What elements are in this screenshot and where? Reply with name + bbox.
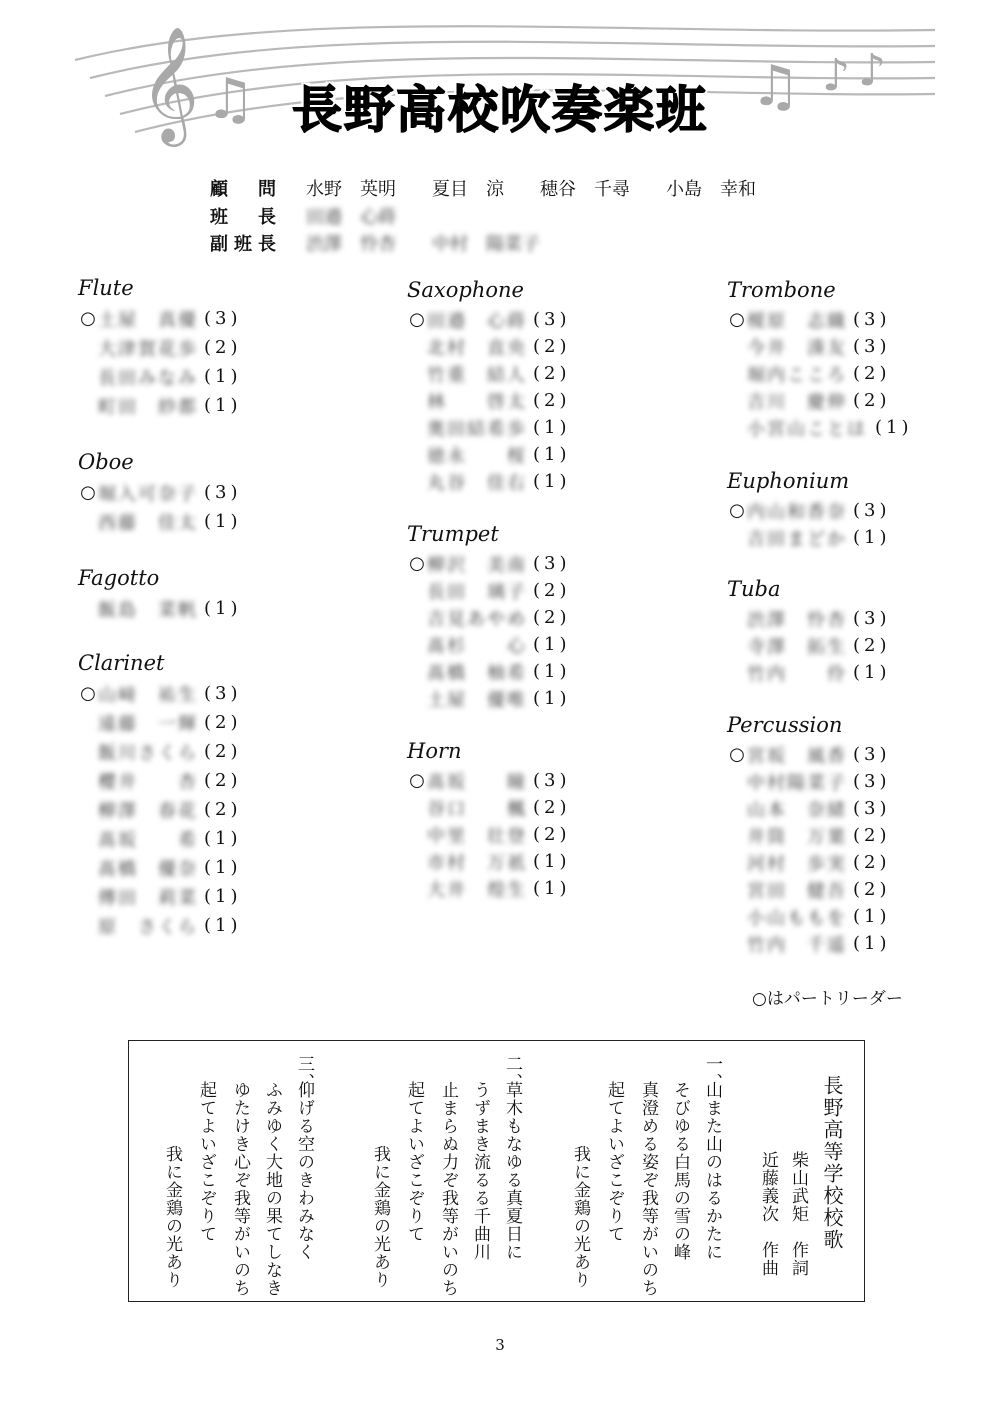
member-row (727, 387, 913, 414)
member-name: 土屋 真優 (98, 309, 198, 331)
verse-line: 草木もなゆる真夏日に (502, 1081, 522, 1261)
member-row (727, 306, 913, 333)
member-grade: (3) (533, 553, 571, 574)
member-row (78, 679, 242, 708)
member-row (407, 875, 571, 902)
verse-line: ゆたけき心ぞ我等がいのち (230, 1081, 250, 1297)
section-trombone (727, 276, 913, 441)
member-grade: (2) (533, 797, 571, 818)
member-grade: (3) (533, 309, 571, 330)
member-row (78, 911, 242, 940)
member-row (407, 550, 571, 577)
member-grade: (1) (853, 662, 891, 683)
member-grade: (3) (853, 309, 891, 330)
member-name: 山本 奈緒 (747, 799, 847, 821)
member-name: 市村 万祇 (427, 852, 527, 874)
section-flute (78, 274, 242, 420)
member-grade: (3) (204, 683, 242, 704)
verse-line: 真澄める姿ぞ我等がいのち (638, 1081, 658, 1297)
member-name: 髙杉 心 (427, 635, 527, 657)
member-grade: (2) (853, 852, 891, 873)
member-row (727, 497, 891, 524)
member-name: 徳永 桜 (427, 445, 527, 467)
member-row (727, 360, 913, 387)
staff-role: 副班長 (210, 234, 282, 255)
member-row (727, 822, 891, 849)
member-row (407, 658, 571, 685)
verse-line: ふみゆく大地の果てしなき (262, 1081, 282, 1297)
member-grade: (1) (204, 598, 242, 619)
verse-line: 起てよいざこぞりて (404, 1081, 424, 1243)
section-horn (407, 737, 571, 902)
member-name: 堀入可奈子 (98, 483, 198, 505)
verse-line: 山また山のはるかたに (702, 1081, 722, 1261)
member-name: 柳沢 美南 (427, 554, 527, 576)
staff-role: 顧 問 (210, 179, 282, 200)
member-name: 宮坂 風香 (747, 745, 847, 767)
member-row (78, 304, 242, 333)
member-row (78, 766, 242, 795)
leader-circle-icon: ○ (80, 683, 96, 704)
member-name: 柳澤 春花 (98, 800, 198, 822)
member-row (78, 737, 242, 766)
member-row (407, 414, 571, 441)
svg-text:𝄞: 𝄞 (140, 25, 200, 142)
svg-text:♫: ♫ (205, 67, 256, 132)
member-row (727, 333, 913, 360)
staff-row (210, 229, 576, 257)
member-grade: (3) (853, 336, 891, 357)
member-grade: (3) (853, 608, 891, 629)
member-row (727, 741, 891, 768)
member-row (407, 794, 571, 821)
member-row (727, 659, 891, 686)
member-grade: (1) (204, 857, 242, 878)
member-grade: (2) (204, 741, 242, 762)
member-name: 吉川 慶伸 (747, 391, 847, 413)
member-name: 土屋 優唯 (427, 689, 527, 711)
svg-text:♪: ♪ (858, 45, 887, 96)
member-name: 長田 璃子 (427, 581, 527, 603)
member-name: 井筒 万葉 (747, 826, 847, 848)
member-grade: (3) (853, 744, 891, 765)
leader-circle-icon: ○ (80, 308, 96, 329)
school-song-box (128, 1040, 865, 1302)
member-row (78, 795, 242, 824)
staff-name: 小島 幸和 (666, 179, 756, 200)
section-title: Fagotto (78, 566, 160, 590)
member-name: 林 啓太 (427, 391, 527, 413)
member-grade: (2) (853, 825, 891, 846)
member-grade: (1) (533, 878, 571, 899)
leader-circle-icon: ○ (409, 309, 425, 330)
song-title: 長野高等学校校歌 (820, 1075, 844, 1251)
member-row (78, 882, 242, 911)
member-grade: (2) (533, 390, 571, 411)
member-row (78, 853, 242, 882)
section-euphonium (727, 467, 891, 551)
member-name: 中里 壮登 (427, 825, 527, 847)
member-row (407, 821, 571, 848)
member-name: 傳田 莉菜 (98, 887, 198, 909)
member-row (407, 604, 571, 631)
section-tuba (727, 575, 891, 686)
verse-line: 起てよいざこぞりて (196, 1081, 216, 1243)
member-name: 町田 紗都 (98, 396, 198, 418)
song-lyricist: 柴山武矩 作詞 (788, 1151, 808, 1277)
page-number: 3 (495, 1336, 505, 1354)
member-row (407, 848, 571, 875)
member-row (78, 708, 242, 737)
member-row (407, 767, 571, 794)
member-name: 飯島 菜帆 (98, 599, 198, 621)
verse-line: そびゆる白馬の雪の峰 (670, 1081, 690, 1261)
member-grade: (1) (204, 828, 242, 849)
verse-line: うずまき流るる千曲川 (470, 1081, 490, 1261)
member-name: 櫻井 杏 (98, 771, 198, 793)
member-name: 長田みなみ (98, 367, 198, 389)
staff-name: 夏目 涼 (432, 179, 504, 200)
leader-circle-icon: ○ (729, 309, 745, 330)
verse-line: 仰げる空のきわみなく (294, 1081, 314, 1261)
section-title: Percussion (727, 713, 843, 737)
leader-circle-icon: ○ (409, 553, 425, 574)
member-row (727, 849, 891, 876)
section-saxophone (407, 276, 571, 495)
verse-line: 我に金鶏の光あり (570, 1145, 590, 1289)
member-name: 奥田結希歩 (427, 418, 527, 440)
member-grade: (1) (533, 634, 571, 655)
verse-line: 止まらぬ力ぞ我等がいのち (438, 1081, 458, 1297)
staff-name: 穂谷 千尋 (540, 179, 630, 200)
member-name: 山﨑 祐生 (98, 684, 198, 706)
member-grade: (1) (533, 444, 571, 465)
member-name: 中村陽菜子 (747, 772, 847, 794)
member-name: 内山和香奈 (747, 501, 847, 523)
member-row (727, 903, 891, 930)
leader-circle-icon: ○ (729, 744, 745, 765)
leader-circle-icon: ○ (729, 500, 745, 521)
member-grade: (1) (853, 933, 891, 954)
leader-circle-icon: ○ (409, 770, 425, 791)
member-name: 吉見あやめ (427, 608, 527, 630)
member-row (407, 387, 571, 414)
member-grade: (3) (853, 771, 891, 792)
staff-name: 中村 陽菜子 (432, 234, 540, 255)
member-grade: (1) (533, 417, 571, 438)
member-row (78, 594, 242, 623)
member-grade: (3) (204, 308, 242, 329)
member-grade: (1) (204, 511, 242, 532)
staff-names (306, 203, 432, 229)
staff-name: 水野 英明 (306, 179, 396, 200)
staff-name: 田邉 心蒔 (306, 207, 396, 228)
member-grade: (1) (875, 417, 913, 438)
member-row (78, 333, 242, 362)
section-title: Euphonium (727, 469, 850, 493)
svg-text:♫: ♫ (750, 54, 801, 119)
member-name: 飯川さくら (98, 742, 198, 764)
member-grade: (2) (853, 390, 891, 411)
member-grade: (2) (204, 712, 242, 733)
member-row (727, 524, 891, 551)
member-grade: (1) (204, 366, 242, 387)
verse-line: 我に金鶏の光あり (162, 1145, 182, 1289)
member-row (407, 360, 571, 387)
section-title: Horn (407, 739, 462, 763)
member-grade: (2) (533, 607, 571, 628)
section-title: Saxophone (407, 278, 524, 302)
member-name: 渋澤 怜杏 (747, 609, 847, 631)
member-grade: (2) (533, 336, 571, 357)
verse-line: 我に金鶏の光あり (370, 1145, 390, 1289)
member-row (407, 631, 571, 658)
member-row (78, 507, 242, 536)
member-grade: (2) (853, 363, 891, 384)
member-name: 吉田まどか (747, 528, 847, 550)
member-name: 河村 歩実 (747, 853, 847, 875)
member-grade: (3) (853, 798, 891, 819)
section-percussion (727, 711, 891, 957)
staff-role: 班 長 (210, 207, 282, 228)
member-name: 大津賀花歩 (98, 338, 198, 360)
section-title: Flute (78, 276, 134, 300)
member-row (407, 577, 571, 604)
member-row (78, 824, 242, 853)
member-row (727, 632, 891, 659)
member-name: 大井 煌生 (427, 879, 527, 901)
section-title: Oboe (78, 450, 134, 474)
member-grade: (2) (853, 879, 891, 900)
member-grade: (1) (853, 906, 891, 927)
member-name: 竹内 伶 (747, 663, 847, 685)
member-row (407, 306, 571, 333)
member-row (78, 362, 242, 391)
page-title: 長野高校吹奏楽班 (292, 80, 708, 139)
member-name: 竹重 結人 (427, 364, 527, 386)
member-grade: (2) (533, 580, 571, 601)
leader-circle-icon: ○ (80, 482, 96, 503)
member-grade: (2) (204, 770, 242, 791)
leader-legend: ○はパートリーダー (752, 989, 903, 1009)
member-grade: (2) (204, 337, 242, 358)
member-name: 谷口 楓 (427, 798, 527, 820)
section-title: Trumpet (407, 522, 499, 546)
song-composer: 近藤義次 作曲 (758, 1151, 778, 1277)
verse-number: 一、 (702, 1055, 722, 1091)
member-name: 榎原 志織 (747, 310, 847, 332)
member-name: 丸谷 佳右 (427, 472, 527, 494)
section-oboe (78, 448, 242, 536)
member-name: 小山ももを (747, 907, 847, 929)
member-name: 竹内 千遥 (747, 934, 847, 956)
member-grade: (1) (533, 661, 571, 682)
member-row (727, 930, 891, 957)
section-title: Trombone (727, 278, 836, 302)
member-name: 髙坂 希 (98, 829, 198, 851)
member-name: 原 さくら (98, 916, 198, 938)
staff-names (306, 230, 576, 256)
verse-number: 二、 (502, 1055, 522, 1091)
staff-row (210, 174, 792, 202)
member-grade: (1) (533, 471, 571, 492)
member-name: 小宮山ことは (747, 418, 867, 440)
member-name: 遠藤 一輝 (98, 713, 198, 735)
member-grade: (1) (533, 688, 571, 709)
verse-line: 起てよいざこぞりて (604, 1081, 624, 1243)
member-grade: (2) (204, 799, 242, 820)
section-title: Tuba (727, 577, 781, 601)
svg-text:♪: ♪ (822, 50, 851, 101)
member-name: 西藤 佳太 (98, 512, 198, 534)
member-row (727, 795, 891, 822)
member-grade: (1) (204, 915, 242, 936)
member-row (727, 605, 891, 632)
member-grade: (2) (533, 824, 571, 845)
member-row (407, 468, 571, 495)
member-name: 宮田 健吾 (747, 880, 847, 902)
member-name: 寺澤 拓生 (747, 636, 847, 658)
staff-names (306, 175, 792, 201)
member-row (727, 876, 891, 903)
member-row (407, 333, 571, 360)
section-fagotto (78, 564, 242, 623)
section-trumpet (407, 520, 571, 712)
member-grade: (1) (204, 886, 242, 907)
section-title: Clarinet (78, 651, 165, 675)
member-grade: (1) (853, 527, 891, 548)
member-row (78, 391, 242, 420)
member-name: 今井 湊友 (747, 337, 847, 359)
member-name: 堀内こころ (747, 364, 847, 386)
member-grade: (3) (853, 500, 891, 521)
section-clarinet (78, 649, 242, 940)
member-name: 髙橋 柚希 (427, 662, 527, 684)
member-row (407, 441, 571, 468)
member-grade: (2) (853, 635, 891, 656)
member-name: 北村 直央 (427, 337, 527, 359)
member-row (727, 768, 891, 795)
staff-name: 渋澤 怜杏 (306, 234, 396, 255)
member-grade: (1) (204, 395, 242, 416)
member-row (727, 414, 913, 441)
member-grade: (1) (533, 851, 571, 872)
page-header (0, 0, 1000, 160)
member-name: 髙橋 優奈 (98, 858, 198, 880)
member-grade: (3) (533, 770, 571, 791)
member-name: 髙坂 瞳 (427, 771, 527, 793)
member-row (407, 685, 571, 712)
member-row (78, 478, 242, 507)
verse-number: 三、 (294, 1055, 314, 1091)
member-name: 田邉 心蒔 (427, 310, 527, 332)
staff-row (210, 202, 432, 230)
member-grade: (2) (533, 363, 571, 384)
member-grade: (3) (204, 482, 242, 503)
